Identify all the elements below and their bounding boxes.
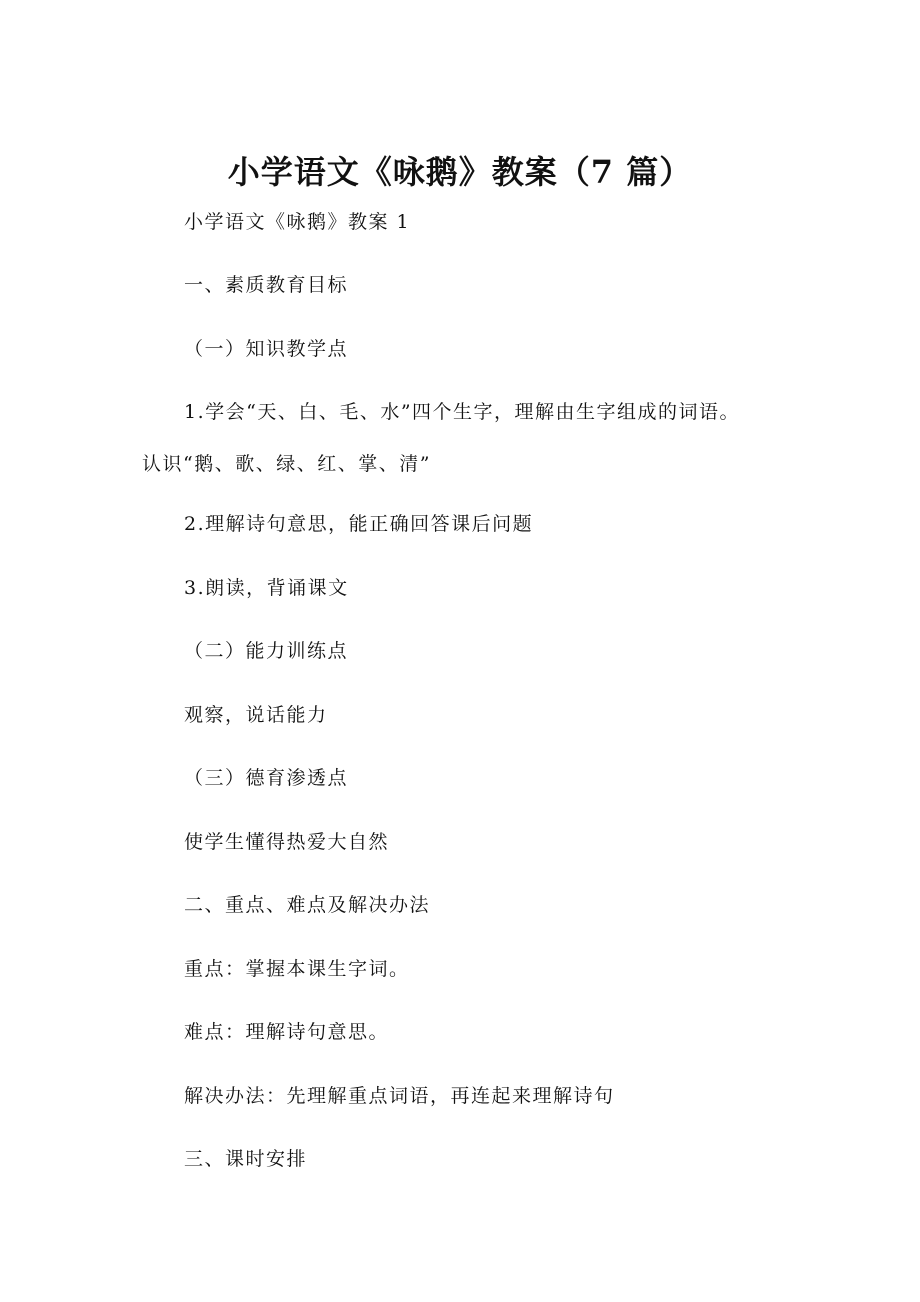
- paragraph-line: 1.学会“天、白、毛、水”四个生字，理解由生字组成的词语。: [184, 401, 741, 423]
- knowledge-item-2: 2.理解诗句意思，能正确回答课后问题: [184, 513, 534, 535]
- paragraph-line: 认识“鹅、歌、绿、红、掌、清”: [142, 453, 431, 475]
- knowledge-item-3: 3.朗读，背诵课文: [184, 577, 349, 599]
- heading-class-schedule: 三、课时安排: [184, 1148, 308, 1170]
- solution-text: 解决办法：先理解重点词语，再连起来理解诗句: [184, 1085, 615, 1107]
- document-title: 小学语文《咏鹅》教案（7 篇）: [227, 153, 693, 191]
- ability-text: 观察，说话能力: [184, 704, 328, 726]
- section-heading-lesson-1: 小学语文《咏鹅》教案 1: [184, 211, 411, 233]
- moral-text: 使学生懂得热爱大自然: [184, 831, 390, 853]
- paragraph-knowledge-item-1: [142, 399, 822, 477]
- heading-quality-goals: 一、素质教育目标: [184, 274, 349, 296]
- subheading-knowledge-points: （一）知识教学点: [184, 338, 349, 360]
- subheading-ability-points: （二）能力训练点: [184, 640, 349, 662]
- difficult-point-text: 难点：理解诗句意思。: [184, 1021, 390, 1043]
- heading-key-difficult-points: 二、重点、难点及解决办法: [184, 894, 431, 916]
- key-point-text: 重点：掌握本课生字词。: [184, 958, 410, 980]
- subheading-moral-points: （三）德育渗透点: [184, 767, 349, 789]
